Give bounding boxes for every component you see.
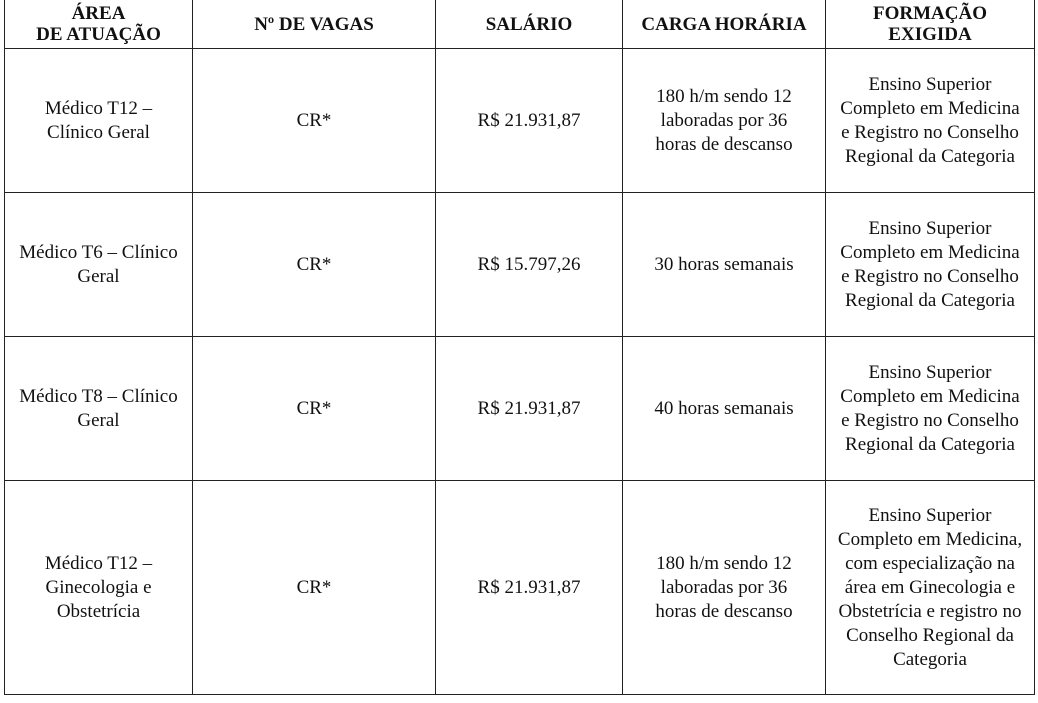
cell-formacao [826, 481, 1035, 695]
cell-vagas [193, 337, 436, 481]
header-formacao [826, 0, 1035, 49]
vagas-text: CR* [296, 253, 332, 275]
table-row [5, 193, 1035, 337]
header-carga [623, 0, 826, 49]
cell-vagas [193, 49, 436, 193]
table-row [5, 481, 1035, 695]
vacancies-table [4, 0, 1035, 695]
cell-salario [436, 49, 623, 193]
table-header-row [5, 0, 1035, 49]
carga-text: 180 h/m sendo 12 laboradas por 36 horas de descanso [655, 85, 793, 155]
area-text: Médico T12 – Ginecologia e Obstetrícia [44, 552, 153, 622]
header-area-line1: ÁREA [71, 3, 126, 24]
header-salario [436, 0, 623, 49]
salario-text: R$ 15.797,26 [477, 253, 581, 275]
cell-carga [623, 49, 826, 193]
header-area [5, 0, 193, 49]
carga-text: 180 h/m sendo 12 laboradas por 36 horas de descanso [655, 552, 793, 622]
formacao-text: Ensino Superior Completo em Medicina e Registro no Conselho Regional da Categoria [840, 73, 1020, 167]
salario-text: R$ 21.931,87 [477, 109, 581, 131]
formacao-text: Ensino Superior Completo em Medicina e Registro no Conselho Regional da Categoria [840, 361, 1020, 455]
cell-carga [623, 337, 826, 481]
formacao-text: Ensino Superior Completo em Medicina e Registro no Conselho Regional da Categoria [840, 217, 1020, 311]
header-formacao-line2: EXIGIDA [888, 24, 972, 45]
cell-area [5, 49, 193, 193]
formacao-text: Ensino Superior Completo em Medicina, com especialização na área em Ginecologia e Obstetrícia e registro no Conselho Regional da Categoria [837, 504, 1023, 670]
salario-text: R$ 21.931,87 [477, 576, 581, 598]
cell-salario [436, 481, 623, 695]
header-vagas-label: Nº DE VAGAS [254, 13, 374, 35]
carga-text: 30 horas semanais [654, 253, 794, 275]
vagas-text: CR* [296, 576, 332, 598]
vagas-text: CR* [296, 109, 332, 131]
header-area-line2: DE ATUAÇÃO [36, 24, 161, 45]
area-text: Médico T12 – Clínico Geral [44, 97, 153, 143]
cell-vagas [193, 193, 436, 337]
carga-text: 40 horas semanais [654, 397, 794, 419]
table-row [5, 49, 1035, 193]
cell-formacao [826, 193, 1035, 337]
cell-salario [436, 193, 623, 337]
cell-formacao [826, 49, 1035, 193]
cell-salario [436, 337, 623, 481]
cell-area [5, 481, 193, 695]
cell-formacao [826, 337, 1035, 481]
vagas-text: CR* [296, 397, 332, 419]
area-text: Médico T8 – Clínico Geral [19, 385, 178, 431]
header-carga-label: CARGA HORÁRIA [641, 13, 807, 35]
header-salario-label: SALÁRIO [485, 13, 573, 35]
header-vagas [193, 0, 436, 49]
table-row [5, 337, 1035, 481]
cell-carga [623, 481, 826, 695]
cell-carga [623, 193, 826, 337]
salario-text: R$ 21.931,87 [477, 397, 581, 419]
cell-area [5, 193, 193, 337]
area-text: Médico T6 – Clínico Geral [19, 241, 178, 287]
cell-vagas [193, 481, 436, 695]
cell-area [5, 337, 193, 481]
header-formacao-line1: FORMAÇÃO [873, 3, 987, 24]
